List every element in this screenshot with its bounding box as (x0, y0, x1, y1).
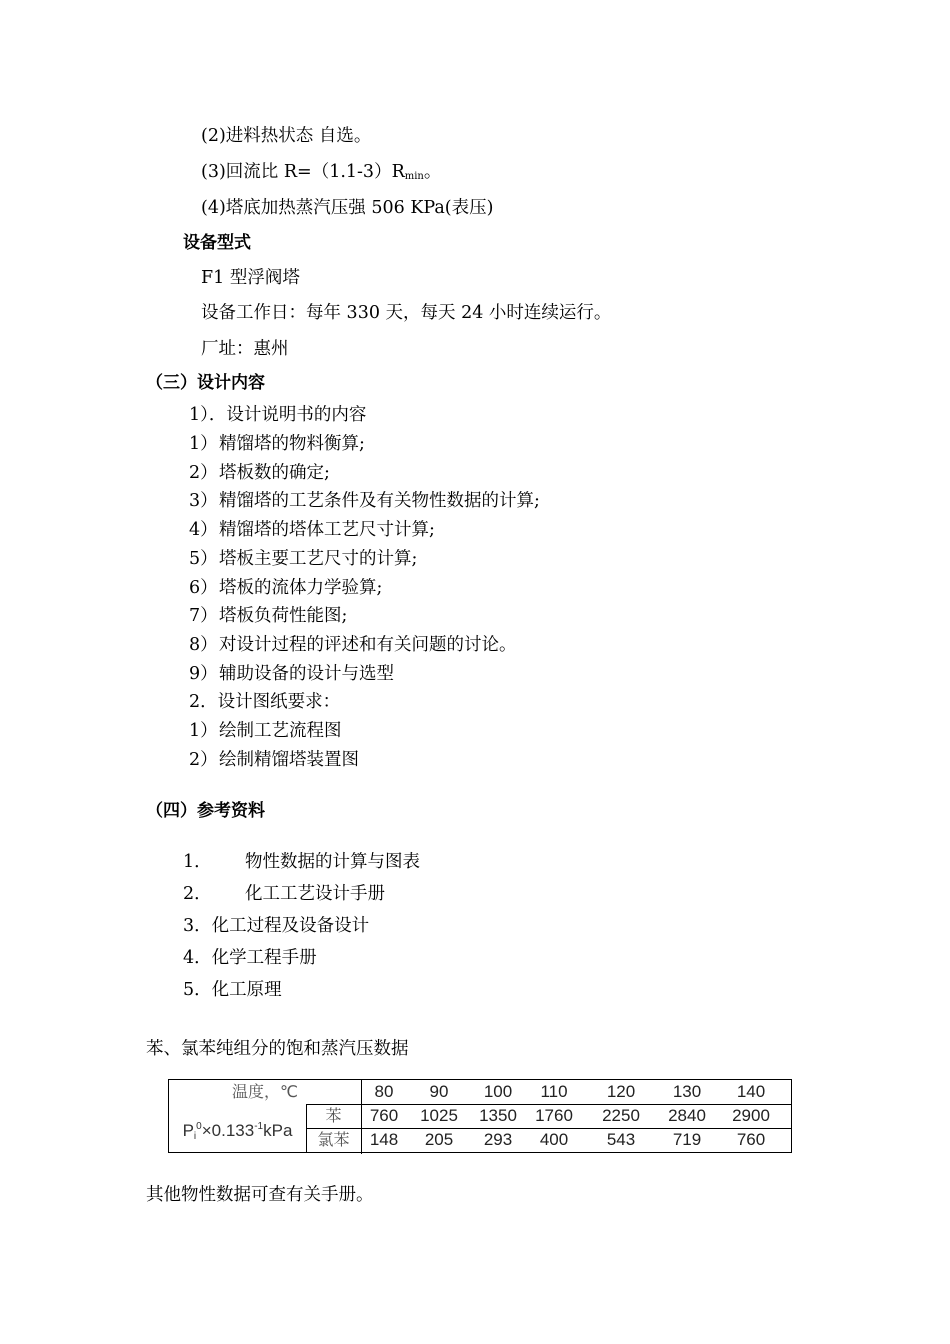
list-item (189, 662, 394, 686)
equipment-type-heading: 设备型式 (183, 233, 251, 253)
pressure-exponent: -1 (254, 1121, 264, 1132)
temperature-cell: 80 (374, 1082, 394, 1101)
temperature-cell: 100 (483, 1082, 513, 1101)
list-item (189, 489, 540, 513)
design-content-heading: （三）设计内容 (146, 373, 265, 393)
list-item (189, 576, 382, 600)
list-item (189, 547, 417, 571)
list-item-number: 3） (189, 491, 218, 511)
reflux-ratio-text: (3)回流比 R=（1.1-3）R (201, 162, 405, 182)
steam-pressure-line: (4)塔底加热蒸汽压强 506 KPa(表压) (201, 198, 494, 218)
reference-item: 5．化工原理 (183, 980, 282, 1000)
pressure-symbol: P (182, 1121, 194, 1140)
pressure-factor: ×0.133 (201, 1121, 255, 1140)
list-item-text: 塔板负荷性能图; (219, 606, 348, 626)
pressure-row-label (169, 1116, 306, 1142)
reference-text: 化工工艺设计手册 (245, 884, 385, 904)
pressure-value-cell: 760 (369, 1106, 399, 1125)
pressure-value-cell: 543 (606, 1130, 636, 1149)
reference-item (183, 850, 420, 874)
component-name-cell: 氯苯 (317, 1130, 350, 1149)
list-item (189, 748, 359, 772)
list-item-number: 2） (189, 750, 218, 770)
reference-item (183, 882, 385, 906)
footer-note: 其他物性数据可查有关手册。 (146, 1185, 374, 1205)
feed-thermal-state-line: (2)进料热状态 自选。 (201, 126, 372, 146)
reference-item: 4．化学工程手册 (183, 948, 317, 968)
list-item-number: 4） (189, 520, 218, 540)
temperature-cell: 120 (606, 1082, 636, 1101)
pressure-value-cell: 1760 (535, 1106, 573, 1125)
drawing-requirements-title: 2．设计图纸要求： (189, 692, 341, 712)
references-heading: （四）参考资料 (146, 801, 265, 821)
list-item-number: 1） (189, 434, 218, 454)
reference-number: 1． (183, 852, 212, 872)
pressure-value-cell: 1350 (479, 1106, 517, 1125)
list-item (189, 461, 330, 485)
reference-text: 物性数据的计算与图表 (245, 852, 420, 872)
table-caption: 苯、氯苯纯组分的饱和蒸汽压数据 (146, 1039, 409, 1059)
temperature-cell: 130 (672, 1082, 702, 1101)
list-item-text: 塔板主要工艺尺寸的计算; (219, 549, 418, 569)
tower-type-line: F1 型浮阀塔 (201, 268, 300, 288)
list-item-number: 8） (189, 635, 218, 655)
list-item-text: 塔板数的确定; (219, 463, 330, 483)
list-item (189, 604, 347, 628)
vapor-pressure-table (168, 1079, 792, 1153)
pressure-value-cell: 719 (672, 1130, 702, 1149)
list-item-text: 辅助设备的设计与选型 (219, 664, 394, 684)
pressure-superscript: 0 (196, 1121, 202, 1132)
plant-site-line: 厂址：惠州 (201, 339, 289, 359)
list-item-text: 精馏塔的物料衡算; (219, 434, 365, 454)
temperature-header: 温度，℃ (232, 1082, 298, 1101)
reference-number: 2． (183, 884, 212, 904)
temperature-cell: 90 (429, 1082, 449, 1101)
reflux-ratio-line (201, 160, 441, 189)
pressure-subscript: i (193, 1131, 197, 1142)
pressure-value-cell: 2840 (668, 1106, 706, 1125)
pressure-value-cell: 205 (424, 1130, 454, 1149)
pressure-value-cell: 760 (736, 1130, 766, 1149)
list-item (189, 518, 435, 542)
temperature-cell: 110 (540, 1082, 568, 1101)
reference-item: 3．化工过程及设备设计 (183, 916, 370, 936)
pressure-value-cell: 1025 (420, 1106, 458, 1125)
list-item-number: 6） (189, 578, 218, 598)
list-item-text: 绘制工艺流程图 (219, 721, 342, 741)
list-item-number: 2） (189, 463, 218, 483)
list-item-text: 绘制精馏塔装置图 (219, 750, 359, 770)
reflux-ratio-subscript: min (404, 171, 424, 182)
list-item-number: 9） (189, 664, 218, 684)
list-item-text: 精馏塔的塔体工艺尺寸计算; (219, 520, 435, 540)
list-item-number: 5） (189, 549, 218, 569)
pressure-value-cell: 400 (539, 1130, 569, 1149)
pressure-value-cell: 2250 (602, 1106, 640, 1125)
list-item (189, 719, 342, 743)
list-item-text: 塔板的流体力学验算; (219, 578, 383, 598)
temperature-cell: 140 (736, 1082, 766, 1101)
pressure-value-cell: 2900 (732, 1106, 770, 1125)
list-item-number: 7） (189, 606, 218, 626)
design-spec-title: 1）．设计说明书的内容 (189, 405, 367, 425)
list-item (189, 432, 365, 456)
pressure-unit: kPa (263, 1121, 293, 1140)
list-item-number: 1） (189, 721, 218, 741)
pressure-value-cell: 293 (483, 1130, 513, 1149)
list-item-text: 精馏塔的工艺条件及有关物性数据的计算; (219, 491, 540, 511)
working-days-line: 设备工作日：每年 330 天，每天 24 小时连续运行。 (201, 303, 612, 323)
reflux-ratio-end: 。 (423, 162, 442, 182)
pressure-value-cell: 148 (369, 1130, 399, 1149)
component-name-cell: 苯 (325, 1106, 342, 1125)
list-item-text: 对设计过程的评述和有关问题的讨论。 (219, 635, 517, 655)
list-item (189, 633, 517, 657)
